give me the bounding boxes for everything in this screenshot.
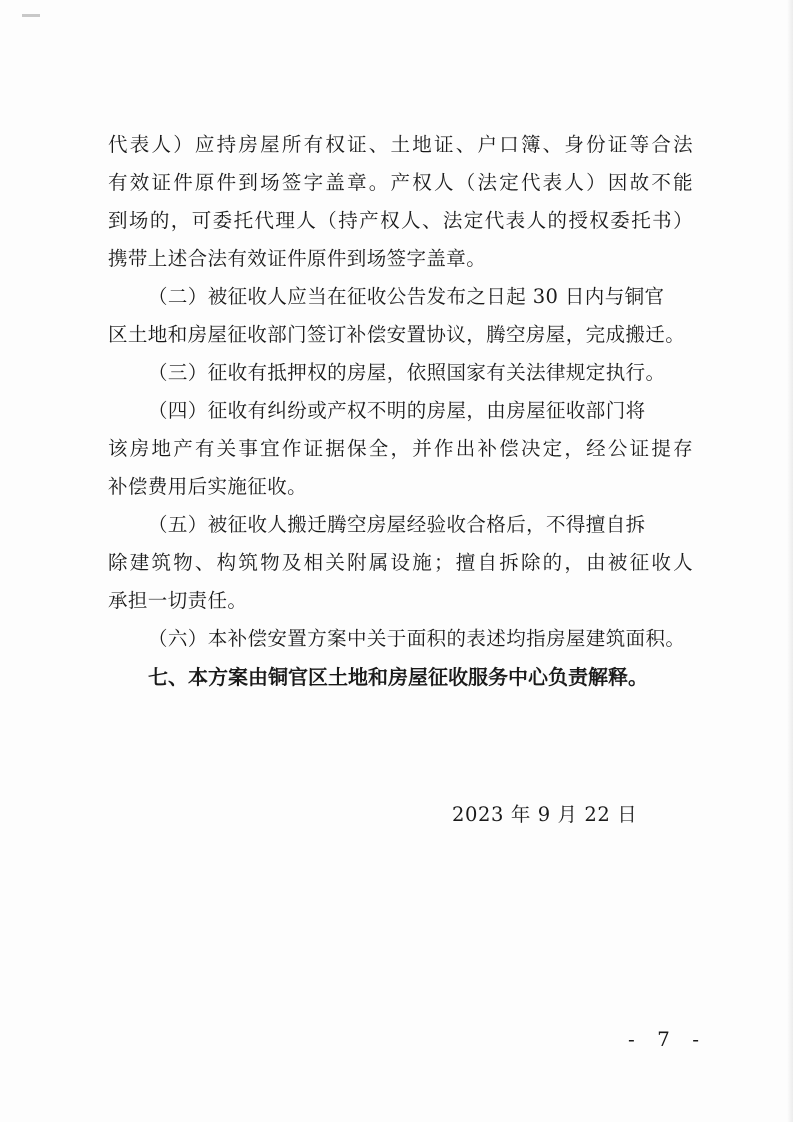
item-2-line: （二）被征收人应当在征收公告发布之日起 30 日内与铜官	[148, 285, 665, 308]
item-5-line: 除建筑物、构筑物及相关附属设施；擅自拆除的，由被征收人	[108, 551, 693, 574]
scan-artifact-mark	[22, 14, 40, 17]
document-date: 2023 年 9 月 22 日	[452, 803, 638, 826]
item-6-line: （六）本补偿安置方案中关于面积的表述均指房屋建筑面积。	[148, 627, 686, 650]
paragraph-line: 携带上述合法有效证件原件到场签字盖章。	[108, 247, 487, 270]
document-body	[108, 126, 693, 696]
item-4-line: （四）征收有纠纷或产权不明的房屋，由房屋征收部门将	[148, 399, 646, 422]
section-7-heading: 七、本方案由铜官区土地和房屋征收服务中心负责解释。	[148, 665, 648, 689]
page-edge-shadow	[787, 0, 793, 1122]
page-number: - 7 -	[628, 1027, 707, 1051]
paragraph-line: 有效证件原件到场签字盖章。产权人（法定代表人）因故不能	[108, 171, 693, 194]
paragraph-line: 到场的，可委托代理人（持产权人、法定代表人的授权委托书）	[108, 209, 693, 232]
item-5-line: （五）被征收人搬迁腾空房屋经验收合格后，不得擅自拆	[148, 513, 646, 536]
item-3-line: （三）征收有抵押权的房屋，依照国家有关法律规定执行。	[148, 361, 666, 384]
item-4-line: 补偿费用后实施征收。	[108, 475, 308, 498]
item-2-line: 区土地和房屋征收部门签订补偿安置协议，腾空房屋，完成搬迁。	[108, 323, 686, 346]
paragraph-line: 代表人）应持房屋所有权证、土地证、户口簿、身份证等合法	[108, 133, 693, 156]
item-4-line: 该房地产有关事宜作证据保全，并作出补偿决定，经公证提存	[108, 437, 693, 460]
item-5-line: 承担一切责任。	[108, 589, 248, 612]
